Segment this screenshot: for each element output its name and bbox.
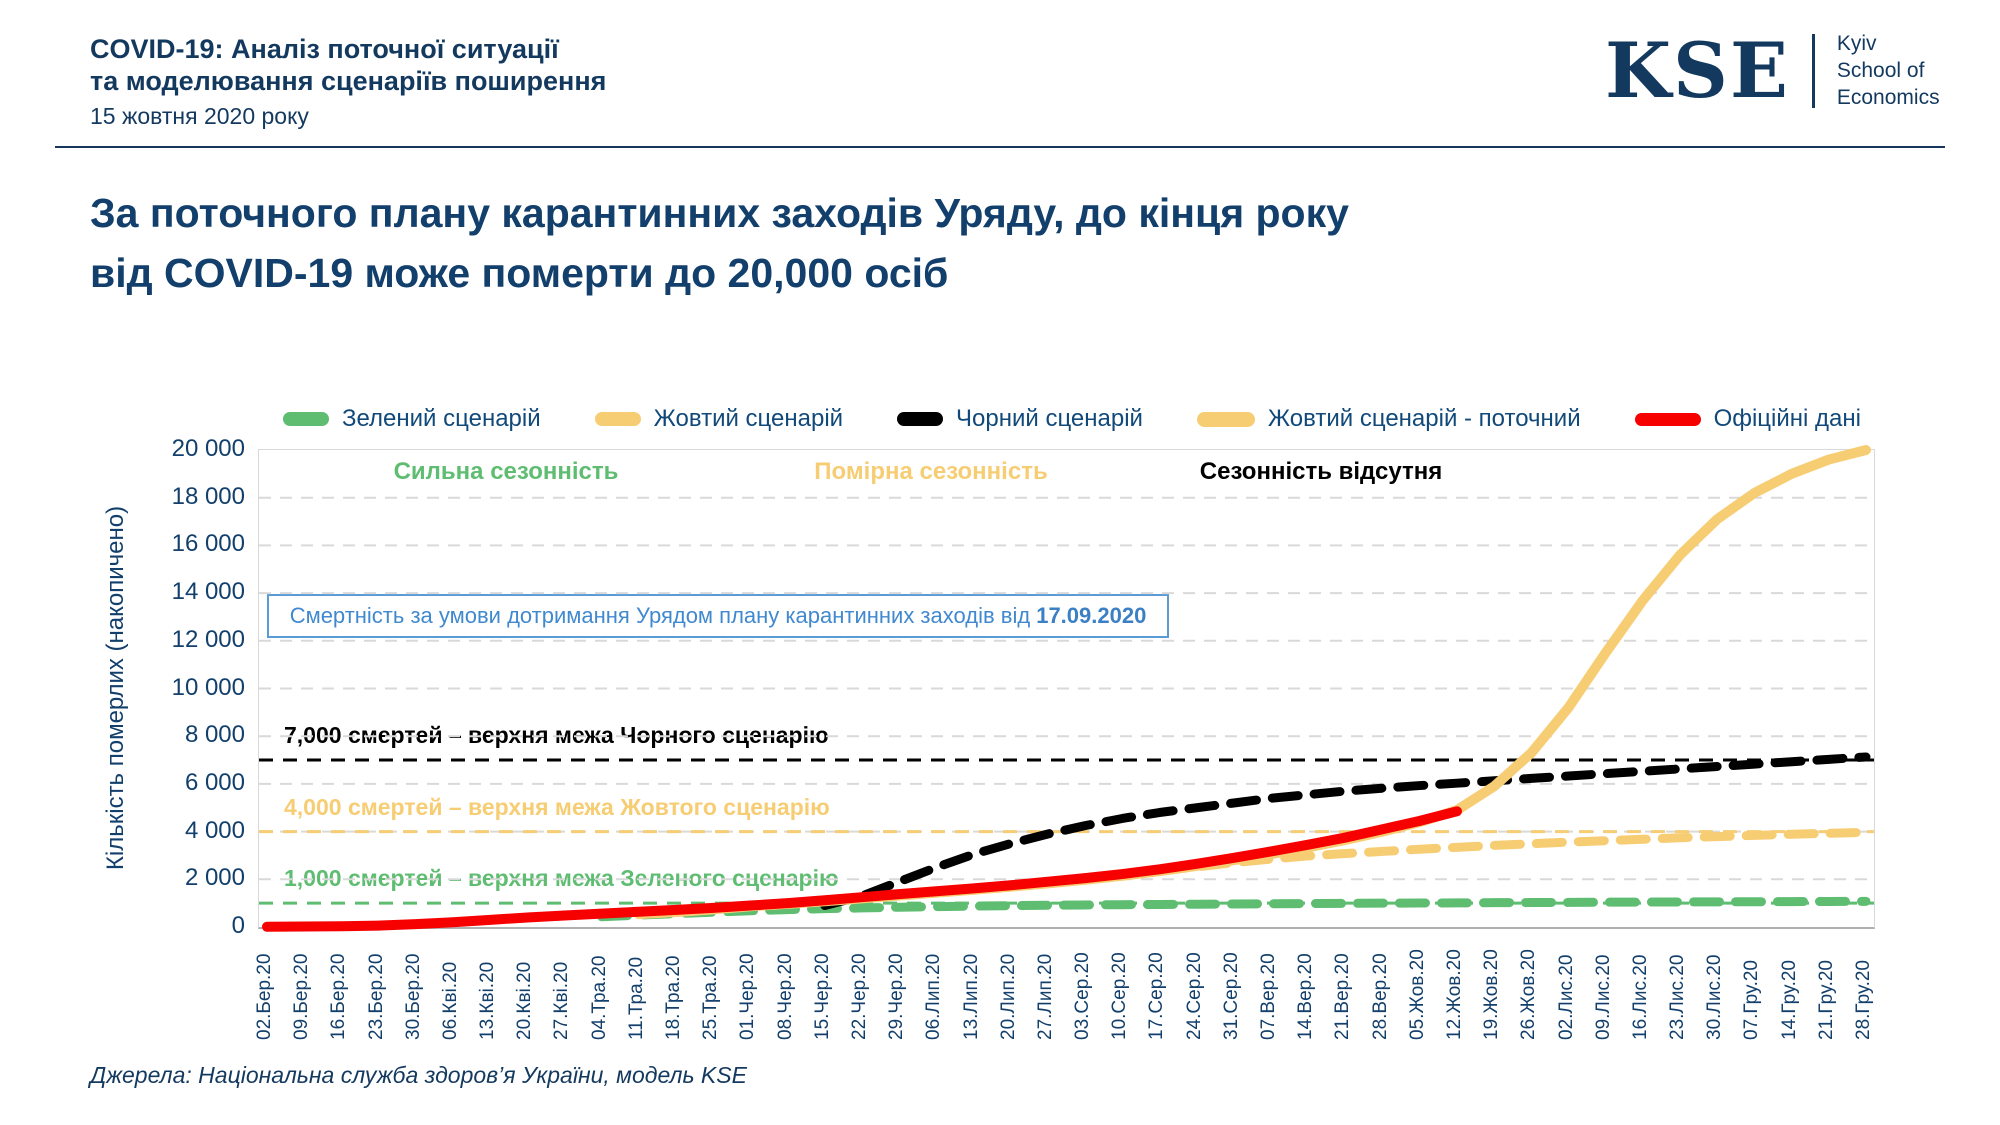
kse-org-line2: School of <box>1836 59 1925 82</box>
x-tick-label: 10.Сер.20 <box>1109 952 1131 1040</box>
legend-label: Чорний сценарій <box>956 405 1143 432</box>
legend-label: Зелений сценарій <box>342 405 541 432</box>
threshold-label-black: 7,000 смертей – верхня межа Чорного сценарію <box>284 722 829 749</box>
x-tick-label: 19.Жов.20 <box>1481 949 1503 1040</box>
header-title-line1: COVID-19: Аналіз поточної ситуації <box>90 34 559 64</box>
x-tick-label: 30.Лис.20 <box>1704 954 1726 1040</box>
x-tick-label: 30.Бер.20 <box>402 953 424 1040</box>
season-label-moderate: Помірна сезонність <box>814 458 1048 485</box>
x-tick-label: 04.Тра.20 <box>588 955 610 1040</box>
x-tick-label: 27.Кві.20 <box>551 961 573 1040</box>
x-tick-label: 09.Лис.20 <box>1592 954 1614 1040</box>
header-date: 15 жовтня 2020 року <box>90 103 309 129</box>
page-title-line2: від COVID-19 може померти до 20,000 осіб <box>90 250 949 296</box>
page-title-line1: За поточного плану карантинних заходів Уряду, до кінця року <box>90 190 1349 236</box>
legend-swatch-black <box>897 412 943 426</box>
x-tick-label: 25.Тра.20 <box>700 955 722 1040</box>
legend-item-green-scenario <box>283 405 541 433</box>
chart-legend <box>283 405 1861 433</box>
header-title-line2: та моделювання сценаріїв поширення <box>90 66 607 96</box>
x-tick-label: 17.Сер.20 <box>1146 952 1168 1040</box>
x-tick-label: 02.Бер.20 <box>254 953 275 1040</box>
x-tick-label: 05.Жов.20 <box>1406 949 1428 1040</box>
x-tick-label: 15.Чер.20 <box>811 953 833 1040</box>
legend-swatch-red <box>1635 413 1701 426</box>
legend-swatch-yellow <box>595 412 641 426</box>
y-tick-label: 18 000 <box>171 482 245 510</box>
header-rule <box>55 146 1945 148</box>
x-tick-label: 31.Сер.20 <box>1220 952 1242 1040</box>
page-title <box>90 183 1349 303</box>
x-tick-label: 07.Гру.20 <box>1741 960 1763 1040</box>
x-tick-label: 14.Вер.20 <box>1295 953 1317 1040</box>
x-tick-label: 27.Лип.20 <box>1034 953 1056 1040</box>
series-Жовтий сценарій - поточний <box>639 450 1866 914</box>
x-tick-label: 23.Бер.20 <box>365 953 387 1040</box>
x-tick-label: 26.Жов.20 <box>1518 949 1540 1040</box>
legend-item-yellow-scenario <box>595 405 843 433</box>
x-tick-label: 24.Сер.20 <box>1183 952 1205 1040</box>
y-axis-title: Кількість померлих (накопичено) <box>102 505 129 871</box>
x-tick-label: 03.Сер.20 <box>1072 952 1094 1040</box>
annotation-date: 17.09.2020 <box>1036 603 1147 628</box>
x-tick-label: 14.Гру.20 <box>1778 960 1800 1040</box>
x-tick-label: 28.Гру.20 <box>1853 960 1874 1040</box>
kse-logo-divider <box>1812 34 1815 108</box>
legend-item-black-scenario <box>897 405 1143 433</box>
kse-logo-org <box>1837 30 1940 111</box>
plot-area <box>258 449 1875 929</box>
y-tick-label: 4 000 <box>184 816 245 844</box>
legend-swatch-yellow-current <box>1197 412 1255 427</box>
season-label-strong: Сильна сезонність <box>393 458 619 485</box>
x-tick-label: 06.Лип.20 <box>923 953 945 1040</box>
x-tick-label: 29.Чер.20 <box>886 953 908 1040</box>
y-tick-label: 20 000 <box>171 435 245 462</box>
legend-item-official-data <box>1635 405 1861 433</box>
legend-swatch-green <box>283 412 329 426</box>
x-tick-label: 22.Чер.20 <box>848 953 870 1040</box>
x-tick-label: 21.Гру.20 <box>1815 960 1837 1040</box>
x-tick-label: 20.Кві.20 <box>514 961 536 1040</box>
x-tick-label: 07.Вер.20 <box>1258 953 1280 1040</box>
y-tick-label: 2 000 <box>184 864 245 892</box>
legend-label: Жовтий сценарій - поточний <box>1267 405 1581 432</box>
kse-org-line1: Kyiv <box>1836 32 1877 55</box>
chart-canvas <box>259 450 1874 927</box>
y-tick-label: 14 000 <box>171 578 245 606</box>
y-tick-label: 12 000 <box>171 625 245 653</box>
kse-logo <box>1605 25 1940 115</box>
x-tick-label: 16.Бер.20 <box>328 953 350 1040</box>
x-tick-label: 11.Тра.20 <box>625 956 647 1040</box>
x-tick-label: 02.Лис.20 <box>1555 954 1577 1040</box>
x-tick-label: 23.Лис.20 <box>1667 954 1689 1040</box>
kse-logo-mark: KSE <box>1605 25 1790 115</box>
legend-label: Жовтий сценарій <box>653 405 844 432</box>
season-label-absent: Сезонність відсутня <box>1199 458 1443 485</box>
x-tick-label: 08.Чер.20 <box>774 953 796 1040</box>
threshold-label-yellow: 4,000 смертей – верхня межа Жовтого сценарію <box>284 793 830 820</box>
x-tick-label: 28.Вер.20 <box>1369 953 1391 1040</box>
y-tick-label: 8 000 <box>184 721 245 749</box>
x-tick-label: 06.Кві.20 <box>439 961 461 1040</box>
x-tick-label: 01.Чер.20 <box>737 953 759 1040</box>
x-tick-label: 09.Бер.20 <box>291 953 313 1040</box>
y-tick-label: 0 <box>231 912 245 939</box>
x-tick-label: 13.Кві.20 <box>477 961 499 1040</box>
x-tick-label: 16.Лис.20 <box>1629 954 1651 1040</box>
x-tick-label: 13.Лип.20 <box>960 953 982 1040</box>
legend-item-yellow-current-scenario <box>1197 405 1581 433</box>
y-tick-label: 10 000 <box>171 673 245 701</box>
legend-label: Офіційні дані <box>1713 405 1861 432</box>
header <box>90 33 606 130</box>
x-tick-label: 12.Жов.20 <box>1443 949 1465 1040</box>
kse-org-line3: Economics <box>1836 86 1940 109</box>
y-tick-label: 6 000 <box>184 768 245 796</box>
x-tick-label: 21.Вер.20 <box>1332 953 1354 1040</box>
source-note: Джерела: Національна служба здоров’я України, модель KSE <box>90 1062 747 1088</box>
x-tick-label: 20.Лип.20 <box>997 953 1019 1040</box>
x-tick-label: 18.Тра.20 <box>663 955 685 1040</box>
annotation-text: Смертність за умови дотримання Урядом плану карантинних заходів від <box>289 603 1031 628</box>
y-tick-label: 16 000 <box>171 530 245 558</box>
threshold-label-green: 1,000 смертей – верхня межа Зеленого сценарію <box>284 865 839 892</box>
